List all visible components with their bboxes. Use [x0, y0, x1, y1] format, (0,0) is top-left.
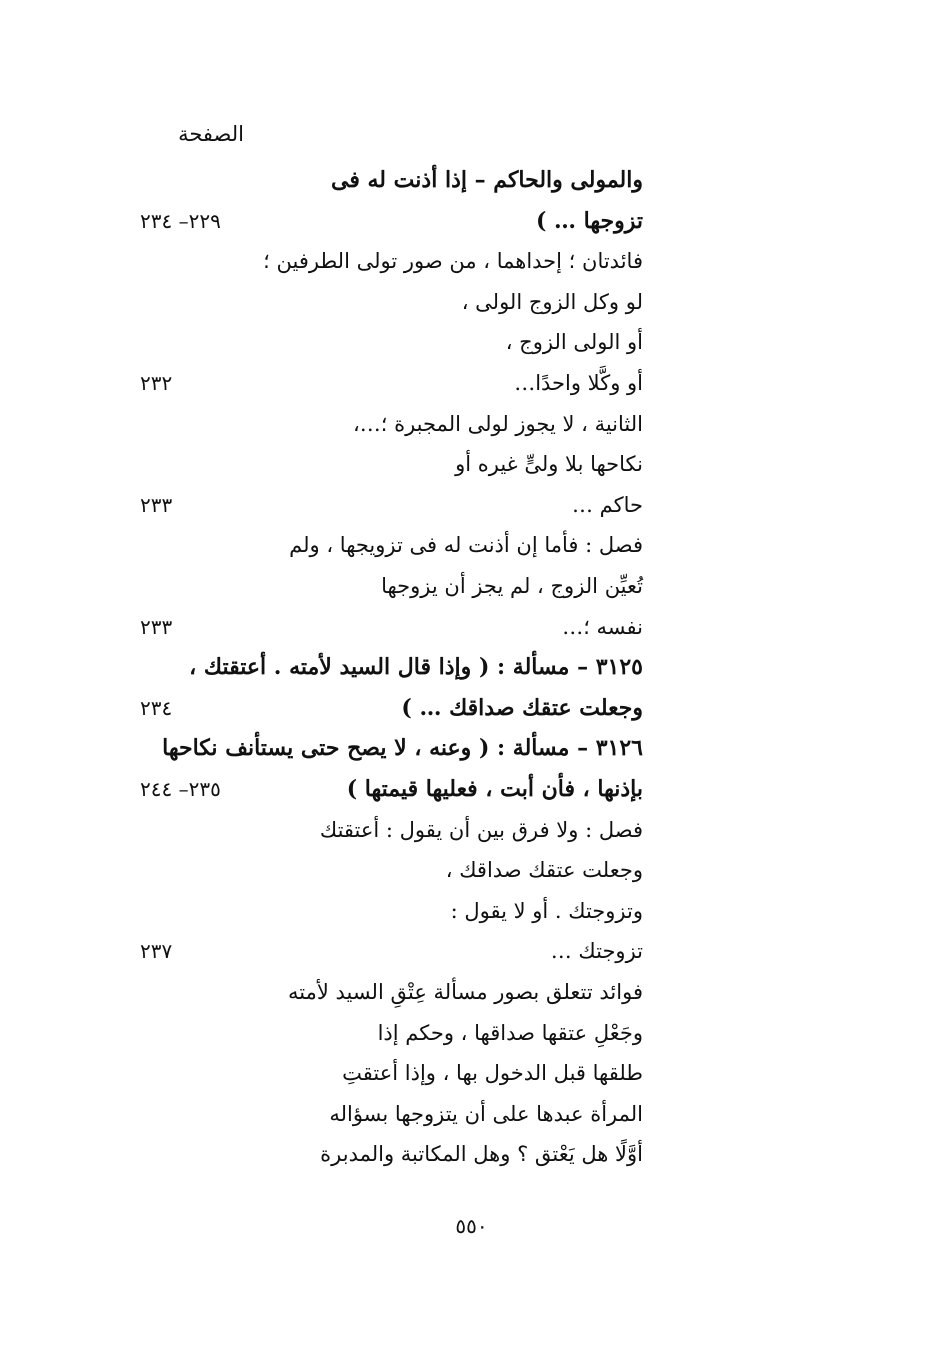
index-entry-text: وجَعْلِ عتقها صداقها ، وحكم إذا — [377, 1020, 643, 1045]
index-line — [0, 160, 943, 200]
index-line — [0, 1134, 943, 1174]
index-line — [0, 891, 943, 931]
index-line — [0, 566, 943, 606]
index-line — [0, 241, 943, 281]
index-entry-text: لو وكل الزوج الولى ، — [461, 289, 643, 314]
index-line — [0, 688, 943, 728]
index-entry-text: نفسه ؛… — [562, 614, 643, 639]
index-heading-text: ٣١٢٦ – مسألة : ( وعنه ، لا يصح حتى يستأنف نكاحها — [162, 735, 643, 762]
page-reference: ٢٣٢ — [140, 371, 173, 395]
index-line — [0, 363, 943, 403]
index-entry-text: أوَّلًا هل يَعْتق ؟ وهل المكاتبة والمدبرة — [320, 1142, 643, 1167]
index-entry-text: فصل : فأما إن أذنت له فى تزويجها ، ولم — [289, 533, 643, 558]
index-line — [0, 647, 943, 687]
index-entry-text: فائدتان ؛ إحداهما ، من صور تولى الطرفين ؛ — [263, 249, 643, 274]
index-entry-text: أو وكَّلا واحدًا… — [514, 371, 643, 395]
index-line — [0, 931, 943, 971]
index-heading-text: ٣١٢٥ – مسألة : ( وإذا قال السيد لأمته . أعتقتك ، — [189, 654, 643, 681]
index-line — [0, 485, 943, 525]
index-line — [0, 1053, 943, 1093]
index-entry-text: تزوجتك … — [550, 939, 643, 964]
index-entry-text: فصل : ولا فرق بين أن يقول : أعتقتك — [319, 817, 643, 842]
index-entry-text: فوائد تتعلق بصور مسألة عِتْقِ السيد لأمته — [287, 980, 643, 1004]
index-line — [0, 444, 943, 484]
index-line — [0, 201, 943, 241]
index-line — [0, 810, 943, 850]
index-line — [0, 1094, 943, 1134]
index-entry-text: المرأة عبدها على أن يتزوجها بسؤاله — [329, 1101, 643, 1126]
index-entry-text: وتزوجتك . أو لا يقول : — [450, 898, 643, 923]
page-reference: ٢٣٧ — [140, 939, 173, 964]
index-line — [0, 728, 943, 768]
page-number: ٥٥٠ — [455, 1214, 488, 1238]
index-entry-text: نكاحها بلا ولىٍّ غيره أو — [455, 452, 643, 477]
index-line — [0, 404, 943, 444]
index-entry-text: حاكم … — [571, 492, 643, 517]
index-entry-text: طلقها قبل الدخول بها ، وإذا أعتقتِ — [342, 1061, 643, 1086]
index-line — [0, 769, 943, 809]
page-reference: ٢٣٣ — [140, 492, 173, 517]
index-heading-text: والمولى والحاكم – إذا أذنت له فى — [331, 167, 643, 193]
index-heading-text: بإذنها ، فأن أبت ، فعليها قيمتها ) — [346, 776, 643, 802]
index-line — [0, 525, 943, 565]
page-reference: ٢٣٥– ٢٤٤ — [140, 777, 221, 801]
page-reference: ٢٣٣ — [140, 614, 173, 639]
index-entry-text: تُعيِّن الزوج ، لم يجز أن يزوجها — [381, 574, 643, 598]
page-reference: ٢٢٩– ٢٣٤ — [140, 208, 221, 233]
index-line — [0, 322, 943, 362]
index-line — [0, 972, 943, 1012]
index-heading-text: تزوجها … ) — [535, 207, 643, 234]
index-line — [0, 282, 943, 322]
index-heading-text: وجعلت عتقك صداقك … ) — [401, 694, 643, 721]
index-entry-text: الثانية ، لا يجوز لولى المجبرة ؛…، — [352, 411, 643, 436]
index-line — [0, 850, 943, 890]
page-column-header: الصفحة — [178, 122, 244, 146]
index-line — [0, 1013, 943, 1053]
index-line — [0, 607, 943, 647]
index-entry-text: أو الولى الزوج ، — [505, 330, 643, 355]
page-reference: ٢٣٤ — [140, 695, 173, 720]
index-entry-text: وجعلت عتقك صداقك ، — [445, 858, 643, 883]
